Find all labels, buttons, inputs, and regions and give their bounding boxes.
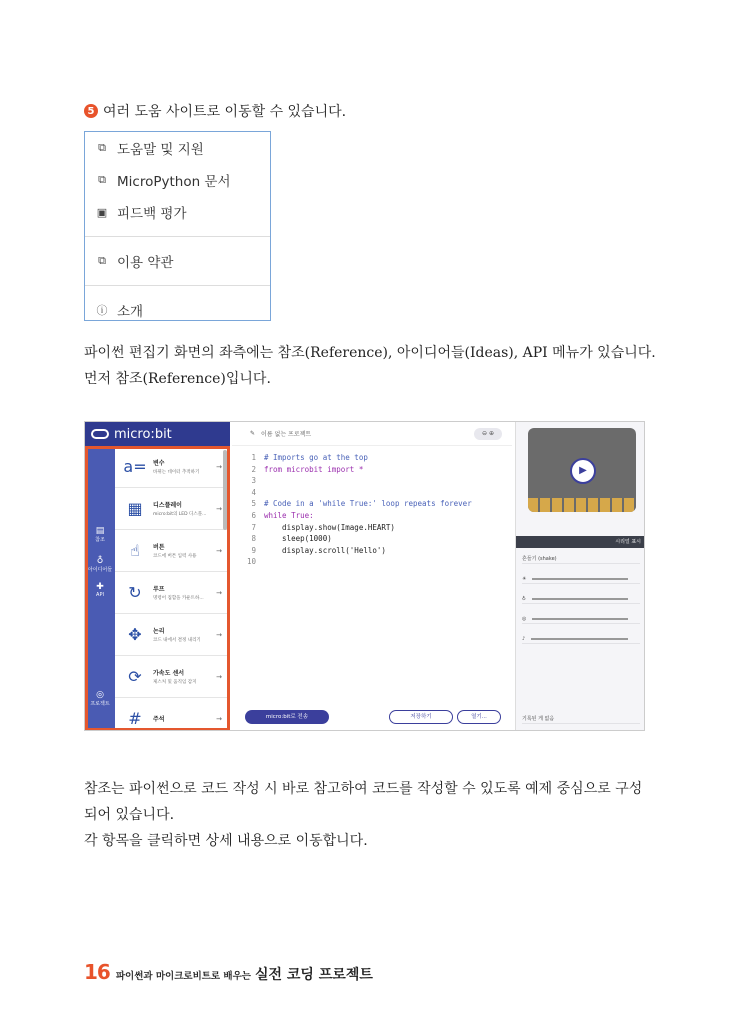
- accelerometer-icon: ⟳: [128, 667, 142, 686]
- editor-bottom-bar: [245, 710, 501, 724]
- shake-label: 흔들기 (shake): [522, 556, 557, 562]
- project-name[interactable]: 이름 없는 프로젝트: [261, 431, 312, 438]
- code-line: 1 # Imports go at the top: [251, 453, 368, 462]
- section-heading-text: 여러 도움 사이트로 이동할 수 있습니다.: [103, 104, 347, 120]
- reference-title: 루프: [153, 586, 165, 593]
- edit-icon: ✎: [250, 430, 256, 437]
- external-link-icon: ⧉: [98, 173, 106, 186]
- save-button[interactable]: 저장하기: [389, 710, 453, 724]
- editor-screenshot: [84, 421, 645, 731]
- sidebar-label: API: [96, 592, 104, 598]
- reference-scrollbar[interactable]: [223, 450, 227, 530]
- help-menu: [84, 131, 271, 321]
- book-icon: ▤: [95, 526, 105, 536]
- puzzle-icon: ✚: [96, 582, 104, 592]
- arrow-right-icon: →: [216, 672, 222, 681]
- reference-item-accelerometer[interactable]: [115, 656, 230, 698]
- reference-title: 논리: [153, 628, 165, 635]
- reference-desc: 코드에 버튼 입력 사용: [153, 554, 197, 559]
- open-button[interactable]: 열기...: [457, 710, 501, 724]
- editor-logo-bar: [85, 422, 230, 446]
- variables-icon: a=: [123, 457, 147, 476]
- sidebar-label: 프로젝트: [90, 701, 110, 707]
- code-line: 8 sleep(1000): [251, 534, 332, 544]
- send-to-microbit-button[interactable]: micro:bit로 전송: [245, 710, 329, 724]
- reference-desc: micro:bit의 LED 디스플...: [153, 512, 207, 517]
- reference-title: 가속도 센서: [153, 670, 185, 677]
- reference-desc: 명령어 집합을 카운트하...: [153, 596, 204, 601]
- help-menu-label: 이용 약관: [117, 255, 174, 271]
- simulator-panel: [515, 422, 645, 731]
- arrow-right-icon: →: [216, 588, 222, 597]
- code-line: 6 while True:: [251, 510, 314, 520]
- sidebar-item-reference[interactable]: [85, 526, 115, 543]
- page-footer: [84, 960, 373, 984]
- step-number-badge: 5: [84, 104, 98, 118]
- code-line: 4: [251, 487, 256, 497]
- intro-paragraph: [84, 340, 684, 392]
- reference-title: 디스플레이: [153, 502, 182, 509]
- display-icon: ▦: [127, 499, 143, 518]
- divider: [85, 285, 270, 286]
- paragraph-line: 되어 있습니다.: [84, 807, 175, 823]
- code-line: 7 display.show(Image.HEART): [251, 522, 395, 532]
- code-line: 3: [251, 476, 256, 486]
- book-title: 실전 코딩 프로젝트: [254, 967, 373, 983]
- comment-icon: #: [128, 709, 142, 728]
- code-line: 5 # Code in a 'while True:' loop repeats forever: [251, 499, 472, 509]
- microbit-logo-icon: [91, 429, 109, 439]
- reference-item-logic[interactable]: [115, 614, 230, 656]
- mic-icon: ♪: [522, 635, 526, 642]
- play-icon[interactable]: ▶: [570, 458, 596, 484]
- serial-bar[interactable]: 시리얼 표시: [516, 536, 645, 548]
- code-line: 9 display.scroll('Hello'): [251, 545, 386, 555]
- arrow-right-icon: →: [216, 546, 222, 555]
- help-menu-item-help[interactable]: [85, 132, 270, 164]
- code-editor[interactable]: [232, 452, 512, 568]
- sidebar-label: 아이디어들: [87, 567, 113, 573]
- paragraph-line: 각 항목을 클릭하면 상세 내용으로 이동합니다.: [84, 833, 368, 849]
- help-menu-item-docs[interactable]: [85, 164, 270, 196]
- arrow-right-icon: →: [216, 504, 222, 513]
- help-menu-item-about[interactable]: [85, 294, 270, 326]
- compass-icon: ◎: [522, 615, 527, 622]
- loop-icon: ↻: [128, 583, 142, 602]
- reference-title: 버튼: [153, 544, 165, 551]
- reference-desc: 코드 내에서 결정 내리기: [153, 638, 201, 643]
- help-menu-label: 피드백 평가: [117, 206, 187, 222]
- reference-item-display[interactable]: [115, 488, 230, 530]
- reference-list: [115, 446, 230, 731]
- reference-item-buttons[interactable]: [115, 530, 230, 572]
- board-pins: [528, 498, 636, 512]
- reference-item-comments[interactable]: [115, 698, 230, 731]
- temp-icon: ♁: [522, 595, 526, 602]
- divider: [85, 236, 270, 237]
- button-icon: ☝: [130, 541, 140, 560]
- reference-title: 주석: [153, 716, 165, 723]
- editor-logo-text: micro:bit: [114, 426, 172, 442]
- sidebar-label: 참조: [95, 537, 105, 543]
- reference-item-variables[interactable]: [115, 446, 230, 488]
- external-link-icon: ⧉: [98, 141, 106, 154]
- reference-desc: 바뀌는 데이터 추적하기: [153, 470, 200, 475]
- sensor-row[interactable]: [522, 634, 640, 644]
- sidebar-item-projects[interactable]: [85, 690, 115, 707]
- microbit-board: [528, 428, 636, 512]
- logic-icon: ✥: [128, 625, 142, 644]
- paragraph-line: 먼저 참조(Reference)입니다.: [84, 371, 271, 387]
- arrow-right-icon: →: [216, 714, 222, 723]
- sensor-row[interactable]: [522, 594, 640, 604]
- reference-item-loops[interactable]: [115, 572, 230, 614]
- lightbulb-icon: ♁: [96, 556, 104, 566]
- arrow-right-icon: →: [216, 630, 222, 639]
- paragraph-line: 파이썬 편집기 화면의 좌측에는 참조(Reference), 아이디어들(Ideas), API 메뉴가 있습니다.: [84, 345, 656, 361]
- help-menu-label: MicroPython 문서: [117, 174, 231, 190]
- description-paragraph: [84, 776, 684, 854]
- shake-row[interactable]: [522, 554, 640, 564]
- sensor-row[interactable]: [522, 614, 640, 624]
- code-line: 10: [246, 557, 256, 567]
- editor-sidebar: [85, 446, 115, 731]
- help-menu-item-feedback[interactable]: [85, 196, 270, 228]
- sidebar-item-api[interactable]: [85, 582, 115, 598]
- section-heading: [84, 101, 346, 121]
- help-menu-item-terms[interactable]: [85, 245, 270, 277]
- external-link-icon: ⧉: [98, 254, 106, 267]
- editor-header: [232, 422, 512, 446]
- book-subtitle: 파이썬과 마이크로비트로 배우는: [115, 971, 251, 982]
- log-row: [522, 714, 640, 724]
- log-label: 기록된 게 없음: [522, 716, 555, 722]
- help-menu-label: 도움말 및 지원: [117, 142, 204, 158]
- reference-desc: 제스처 및 움직임 감지: [153, 680, 197, 685]
- sidebar-item-ideas[interactable]: [85, 556, 115, 573]
- reference-title: 변수: [153, 460, 165, 467]
- sun-icon: ☀: [522, 575, 527, 582]
- help-menu-label: 소개: [117, 304, 144, 320]
- zoom-controls[interactable]: ⊖ ⊕: [474, 428, 502, 440]
- paragraph-line: 참조는 파이썬으로 코드 작성 시 바로 참고하여 코드를 작성할 수 있도록 예제 중심으로 구성: [84, 781, 643, 797]
- sensor-row[interactable]: [522, 574, 640, 584]
- feedback-icon: ▣: [96, 205, 108, 219]
- folder-icon: ◎: [96, 690, 104, 700]
- info-icon: ⓘ: [96, 304, 108, 317]
- page-number: 16: [84, 960, 110, 984]
- code-line: 2 from microbit import *: [251, 464, 364, 474]
- arrow-right-icon: →: [216, 462, 222, 471]
